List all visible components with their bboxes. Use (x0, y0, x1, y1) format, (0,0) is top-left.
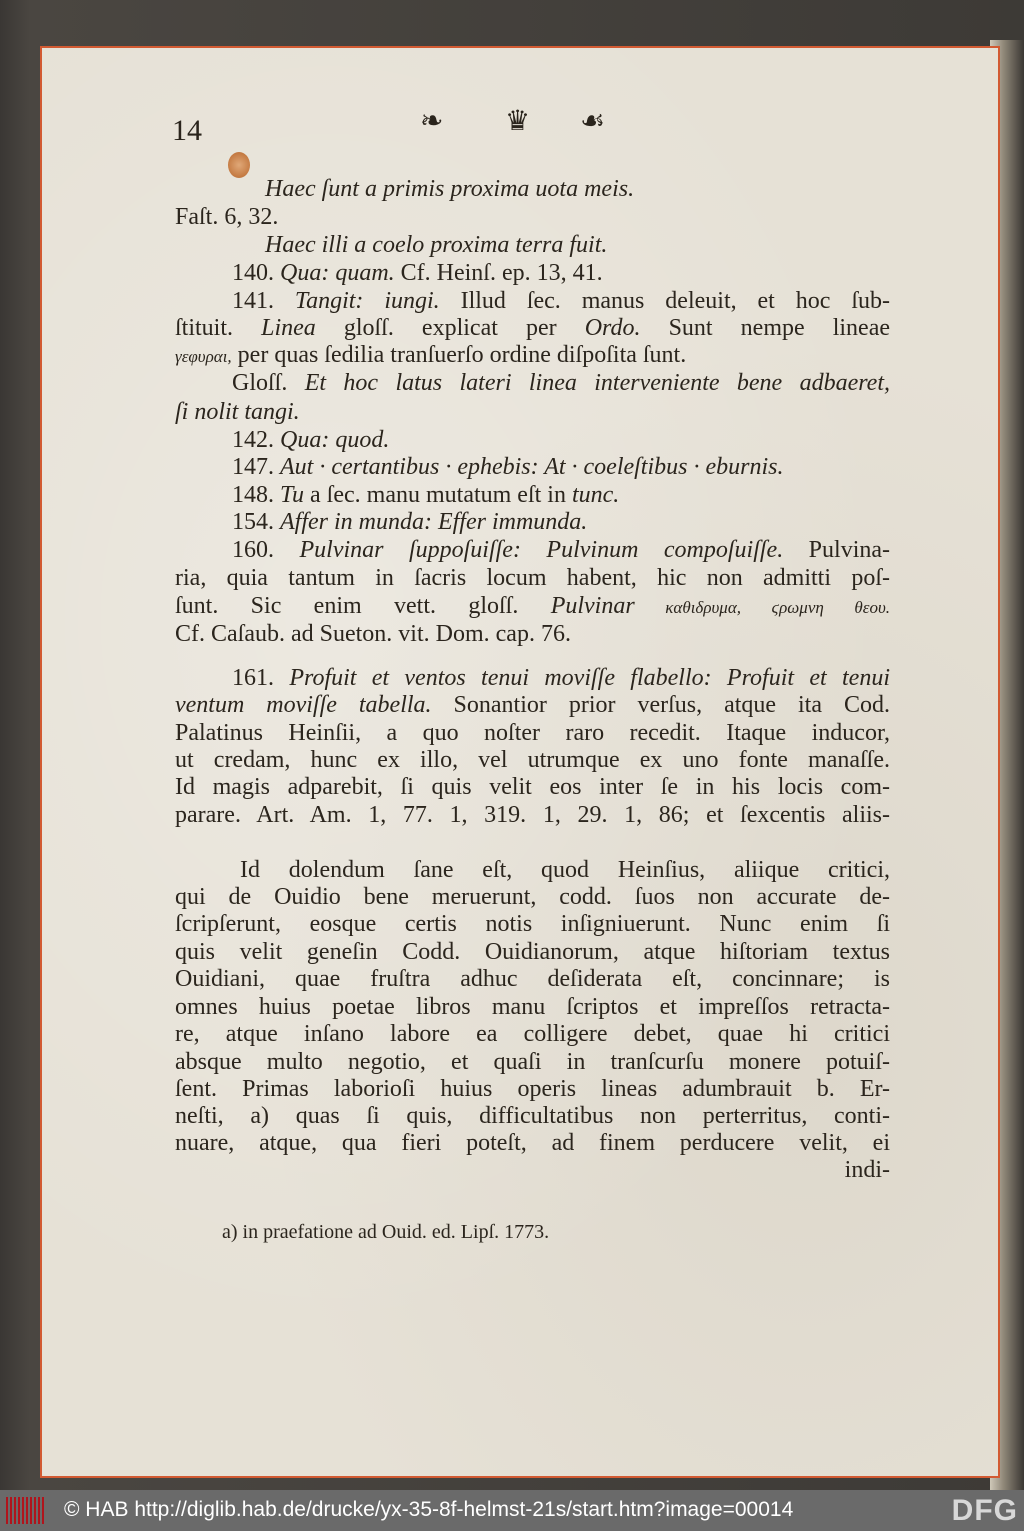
text-line (232, 481, 890, 509)
text-line (232, 508, 890, 536)
text-line (175, 910, 890, 938)
text-line (175, 1075, 890, 1103)
text-segment: 140. (232, 260, 280, 286)
text-line (175, 938, 890, 966)
ornament-left-icon: ❧ (420, 106, 444, 137)
text-segment: re, atque inſano labore ea colligere debet, quae hi critici (175, 1021, 890, 1047)
ornament-crown-icon: ♛ (505, 106, 531, 137)
text-segment: quis velit geneſin Codd. Ouidianorum, atque hiſtoriam textus (175, 939, 890, 965)
text-segment: Sunt nempe lineae (640, 315, 890, 341)
text-line (175, 398, 890, 426)
credit-text: © HAB http://diglib.hab.de/drucke/yx-35-8f-helmst-21s/start.htm?image=00014 (64, 1498, 794, 1521)
text-segment: Pulvina- (783, 537, 890, 563)
italic-text: tunc. (571, 482, 620, 508)
text-segment: 161. (232, 665, 290, 691)
text-segment: indi- (844, 1157, 890, 1183)
text-segment: 142. (232, 427, 280, 453)
italic-text: Tangit: iungi. (294, 288, 440, 314)
text-line (175, 719, 890, 747)
text-segment: omnes huius poetae libros manu ſcriptos et impreſſos retracta- (175, 994, 890, 1020)
italic-text: Haec ſunt a primis proxima uota meis. (265, 176, 635, 202)
text-line (232, 287, 890, 315)
text-segment: ria, quia tantum in ſacris locum habent, hic non admitti poſ- (175, 565, 890, 591)
text-line (232, 259, 890, 287)
italic-text: ventum moviſſe tabella. (175, 692, 432, 718)
text-segment: Ouidiani, quae fruſtra adhuc deſiderata eſt, concinnare; is (175, 966, 890, 992)
italic-text: Qua: quod. (280, 427, 390, 453)
text-segment: 160. (232, 537, 300, 563)
text-line (175, 801, 890, 829)
text-line (175, 691, 890, 719)
text-line (175, 965, 890, 993)
text-line (175, 993, 890, 1021)
text-line (175, 883, 890, 911)
text-line (265, 175, 890, 203)
text-line (175, 203, 890, 231)
text-segment: ſcripſerunt, eosque certis notis inſigniuerunt. Nunc enim ſi (175, 911, 890, 937)
text-segment: absque multo negotio, et quaſi in tranſcurſu monere potuiſ- (175, 1049, 890, 1075)
paper-stain (228, 152, 250, 178)
text-line (232, 664, 890, 692)
text-line (232, 453, 890, 481)
text-segment: neſti, a) quas ſi quis, difficultatibus non perterritus, conti- (175, 1103, 890, 1129)
text-segment: ut credam, hunc ex illo, vel utrumque ex uno fonte manaſſe. (175, 747, 890, 773)
italic-text: Pulvinar ſuppoſuiſſe: Pulvinum compoſuiſſe. (299, 537, 784, 563)
italic-text: Haec illi a coelo proxima terra fuit. (265, 232, 608, 258)
text-segment: Gloſſ. (232, 370, 305, 396)
text-segment: Sonantior prior verſus, atque ita Cod. (431, 692, 890, 718)
text-line (232, 369, 890, 397)
italic-text: Qua: quam. (280, 260, 395, 286)
text-line (232, 426, 890, 454)
text-segment: Faſt. 6, 32. (175, 204, 279, 230)
italic-text: Aut · certantibus · ephebis: At · coeleſtibus · eburnis. (280, 454, 784, 480)
text-segment: Cf. Caſaub. ad Sueton. vit. Dom. cap. 76. (175, 621, 571, 647)
text-segment: 141. (232, 288, 295, 314)
italic-text: Profuit et ventos tenui moviſſe flabello: Profuit et tenui (289, 665, 890, 691)
text-segment: qui de Ouidio bene meruerunt, codd. ſuos non accurate de- (175, 884, 890, 910)
page-number: 14 (172, 114, 202, 147)
text-line (222, 1218, 890, 1246)
text-segment: parare. Art. Am. 1, 77. 1, 319. 1, 29. 1, 86; et ſexcentis aliis- (175, 802, 890, 828)
text-line (175, 1048, 890, 1076)
greek-text: γεφυραι, (175, 347, 232, 366)
text-line (232, 536, 890, 564)
text-segment: per quas ſedilia tranſuerſo ordine diſpoſita ſunt. (231, 342, 687, 368)
dfg-logo: DFG (951, 1494, 1018, 1527)
text-line (175, 620, 890, 648)
italic-text: Affer in munda: Effer immunda. (280, 509, 588, 535)
text-line (175, 773, 890, 801)
italic-text: Et hoc latus lateri linea interveniente bene adbaeret, (304, 370, 890, 396)
text-line (175, 1156, 890, 1184)
text-line (175, 1129, 890, 1157)
text-segment: Illud ſec. manus deleuit, et hoc ſub- (439, 288, 890, 314)
greek-text: καθιδρυμα, ϛρωμνη θεου. (634, 598, 890, 617)
text-line (175, 746, 890, 774)
italic-text: Ordo. (584, 315, 641, 341)
text-segment: 147. (232, 454, 280, 480)
text-line (175, 592, 890, 620)
italic-text: Tu (280, 482, 305, 508)
text-segment: 154. (232, 509, 280, 535)
text-segment: ſunt. Sic enim vett. gloſſ. (175, 593, 551, 619)
italic-text: Linea (261, 315, 316, 341)
text-line (175, 1102, 890, 1130)
text-line (175, 341, 890, 371)
text-segment: a ſec. manu mutatum eſt in (304, 482, 572, 508)
text-segment: Cf. Heinſ. ep. 13, 41. (394, 260, 603, 286)
text-segment: Id magis adparebit, ſi quis velit eos inter ſe in his locis com- (175, 774, 890, 800)
text-line (265, 231, 890, 259)
italic-text: ſi nolit tangi. (175, 399, 300, 425)
text-line (175, 564, 890, 592)
text-segment: ſtituit. (175, 315, 262, 341)
text-segment: nuare, atque, qua fieri poteſt, ad finem perducere velit, ei (175, 1130, 890, 1156)
text-segment: Id dolendum ſane eſt, quod Heinſius, aliique critici, (240, 857, 890, 883)
text-line (175, 314, 890, 342)
hab-logo-icon (6, 1497, 46, 1524)
text-segment: Palatinus Heinſii, a quo noſter raro recedit. Itaque inducor, (175, 720, 890, 746)
text-segment: a) in praefatione ad Ouid. ed. Lipſ. 1773. (222, 1221, 550, 1243)
ornament-right-icon: ☙ (580, 106, 606, 137)
italic-text: Pulvinar (550, 593, 635, 619)
text-line (240, 856, 890, 884)
text-line (175, 1020, 890, 1048)
text-segment: 148. (232, 482, 280, 508)
text-segment: ſent. Primas laborioſi huius operis lineas adumbrauit b. Er- (175, 1076, 890, 1102)
footer-bar (0, 1490, 1024, 1531)
text-segment: gloſſ. explicat per (315, 315, 585, 341)
